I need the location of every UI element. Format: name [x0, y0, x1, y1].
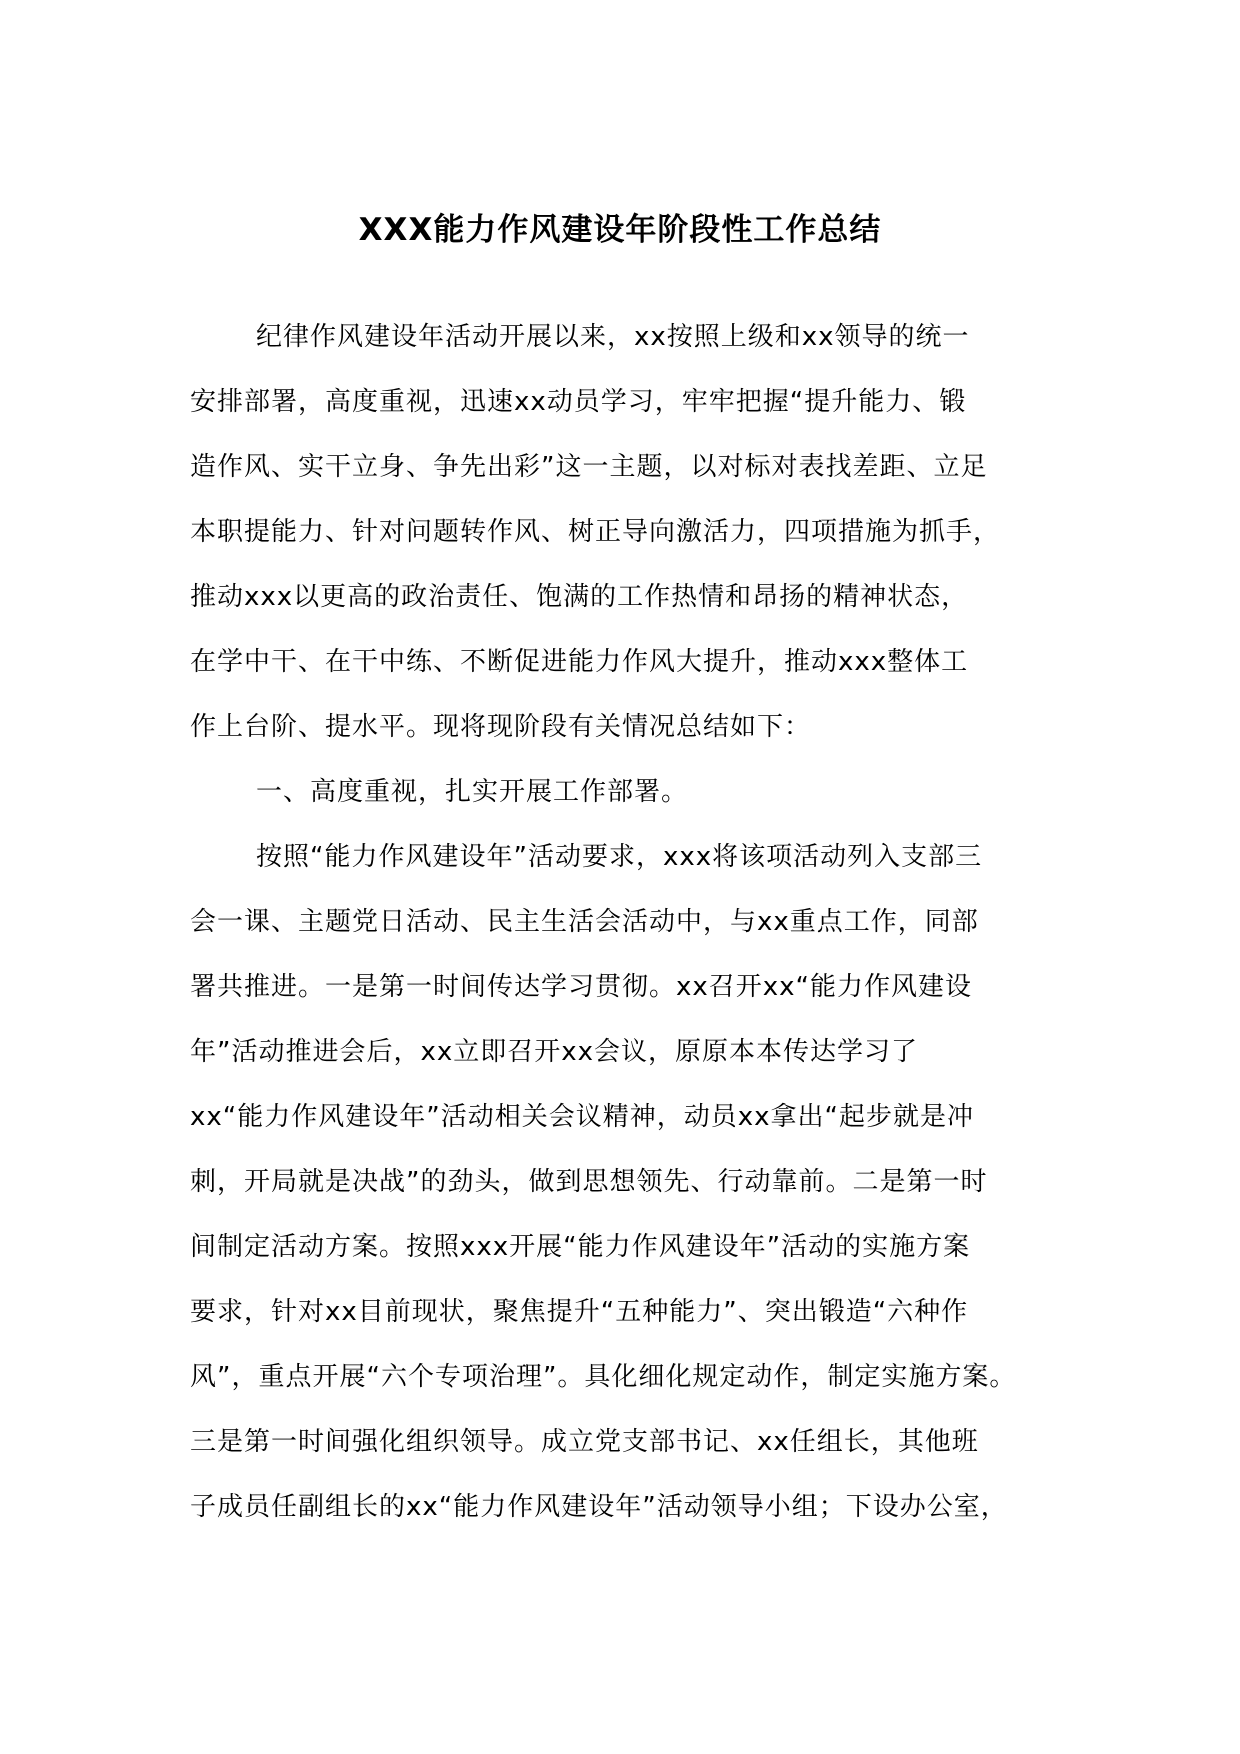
paragraph-line: 作上台阶、提水平。现将现阶段有关情况总结如下：	[190, 712, 812, 742]
paragraph-line: 要求，针对xx目前现状，聚焦提升“五种能力”、突出锻造“六种作	[190, 1297, 969, 1327]
paragraph-line: 按照“能力作风建设年”活动要求，xxx将该项活动列入支部三	[256, 842, 983, 872]
document-title: XXX能力作风建设年阶段性工作总结	[358, 212, 882, 248]
paragraph-line: 在学中干、在干中练、不断促进能力作风大提升，推动xxx整体工	[190, 647, 969, 677]
paragraph-line: xx“能力作风建设年”活动相关会议精神，动员xx拿出“起步就是冲	[190, 1102, 974, 1132]
paragraph-line: 风”，重点开展“六个专项治理”。具化细化规定动作，制定实施方案。	[190, 1362, 1017, 1392]
paragraph-line: 间制定活动方案。按照xxx开展“能力作风建设年”活动的实施方案	[190, 1232, 971, 1262]
paragraph-line: 造作风、实干立身、争先出彩”这一主题，以对标对表找差距、立足	[190, 452, 988, 482]
paragraph-line: 本职提能力、针对问题转作风、树正导向激活力，四项措施为抓手，	[190, 517, 1001, 547]
paragraph-line: 署共推进。一是第一时间传达学习贯彻。xx召开xx“能力作风建设	[190, 972, 973, 1002]
paragraph-line: 纪律作风建设年活动开展以来，xx按照上级和xx领导的统一	[256, 322, 970, 352]
paragraph-line: 推动xxx以更高的政治责任、饱满的工作热情和昂扬的精神状态，	[190, 582, 969, 612]
paragraph-line: 会一课、主题党日活动、民主生活会活动中，与xx重点工作，同部	[190, 907, 979, 937]
document-body	[190, 305, 1070, 1540]
paragraph-line: 子成员任副组长的xx“能力作风建设年”活动领导小组；下设办公室，	[190, 1492, 1008, 1522]
paragraph-line: 年”活动推进会后，xx立即召开xx会议，原原本本传达学习了	[190, 1037, 919, 1067]
section-heading: 一、高度重视，扎实开展工作部署。	[256, 777, 689, 807]
paragraph-line: 安排部署，高度重视，迅速xx动员学习，牢牢把握“提升能力、锻	[190, 387, 967, 417]
paragraph-line: 刺，开局就是决战”的劲头，做到思想领先、行动靠前。二是第一时	[190, 1167, 988, 1197]
paragraph-line: 三是第一时间强化组织领导。成立党支部书记、xx任组长，其他班	[190, 1427, 979, 1457]
